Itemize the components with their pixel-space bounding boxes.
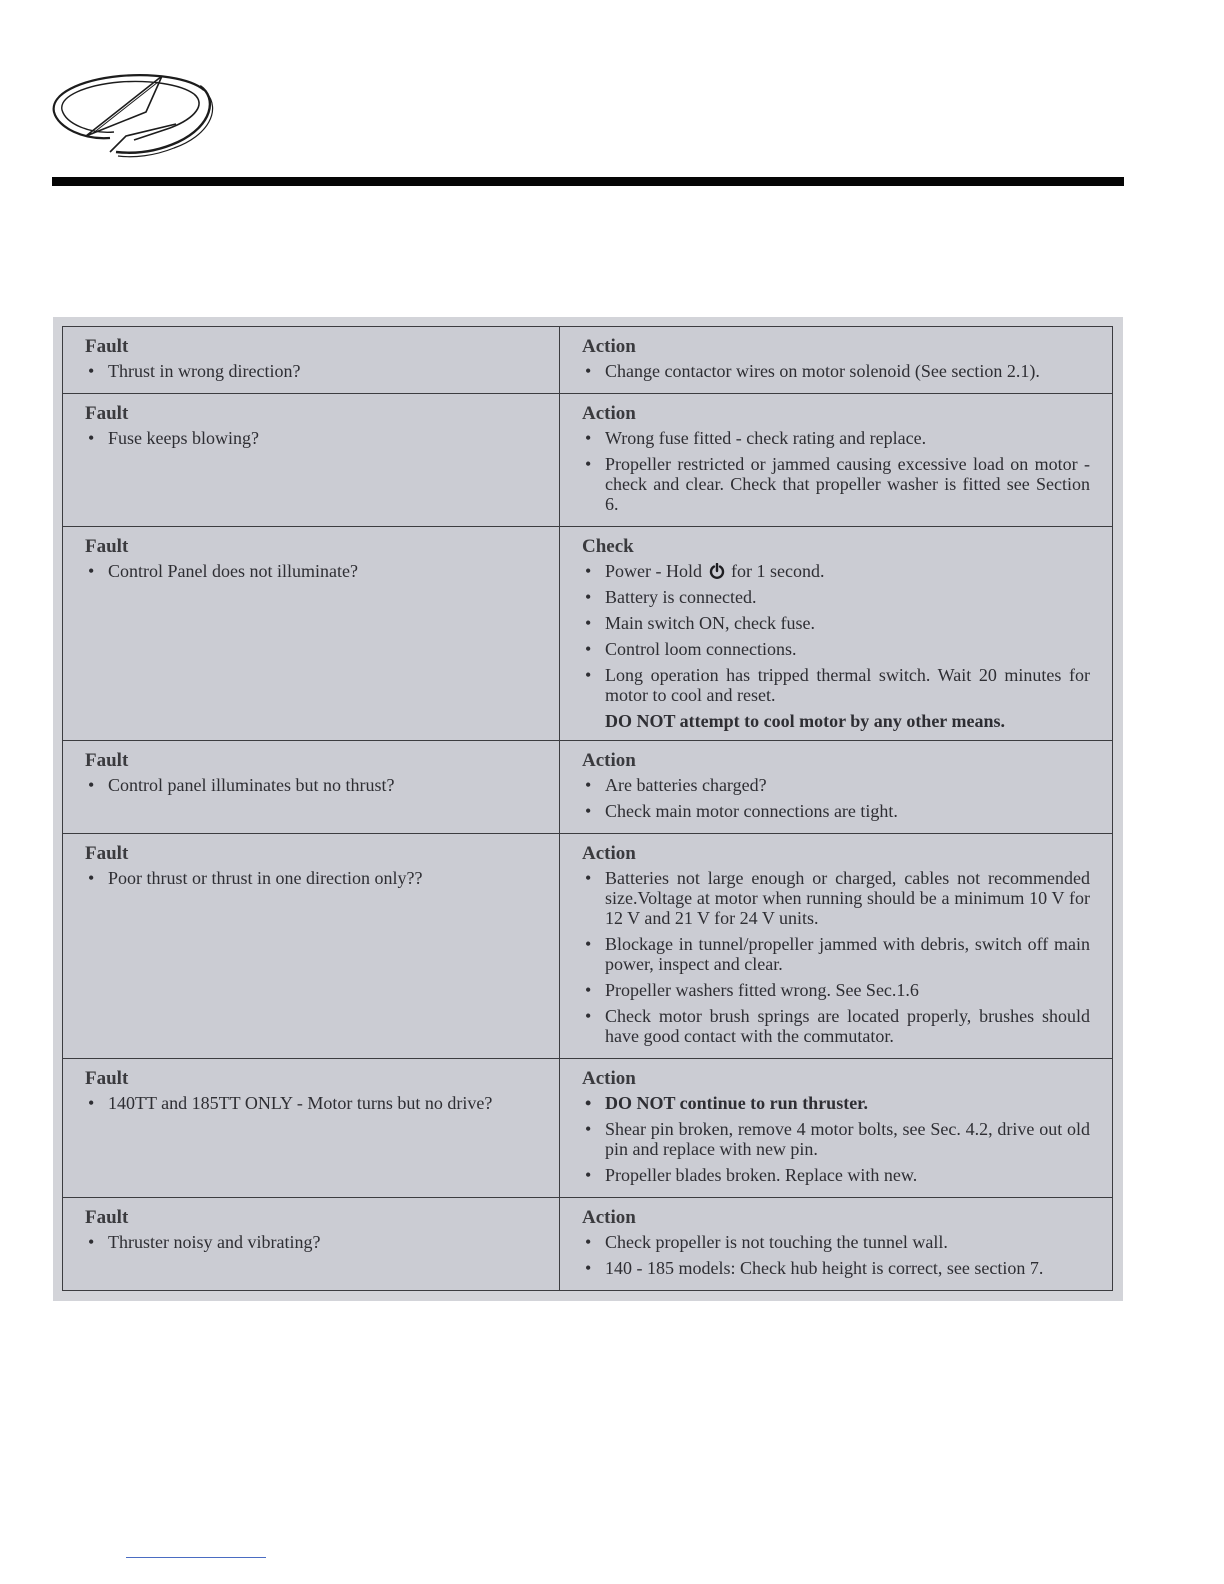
check-list: [582, 561, 1090, 705]
list-item: • Propeller washers fitted wrong. See Sec.1.6: [582, 980, 1090, 1000]
fault-heading: Fault: [85, 403, 129, 424]
list-item: • Shear pin broken, remove 4 motor bolts, see Sec. 4.2, drive out old pin and replace with new pin.: [582, 1119, 1090, 1159]
action-heading: Action: [582, 1207, 636, 1228]
warning-note: DO NOT attempt to cool motor by any other means.: [605, 711, 1005, 731]
list-item: • Are batteries charged?: [582, 775, 1090, 795]
action-list: [582, 361, 1090, 381]
list-item: • 140TT and 185TT ONLY - Motor turns but no drive?: [85, 1093, 537, 1113]
list-item: • 140 - 185 models: Check hub height is correct, see section 7.: [582, 1258, 1090, 1278]
fault-list: [85, 561, 537, 581]
action-cell: [560, 1198, 1113, 1291]
fault-cell: [63, 527, 560, 741]
list-item: • Battery is connected.: [582, 587, 1090, 607]
brand-logo: [50, 66, 216, 162]
action-cell: [560, 327, 1113, 394]
header-rule: [52, 177, 1124, 186]
action-heading: Action: [582, 403, 636, 424]
action-heading: Action: [582, 336, 636, 357]
action-list: [582, 1093, 1090, 1185]
table-row: [63, 394, 1113, 527]
list-item: • Propeller restricted or jammed causing excessive load on motor - check and clear. Check that propeller washer is fitted see Section 6.: [582, 454, 1090, 514]
fault-list: [85, 1232, 537, 1252]
list-item: • Check main motor connections are tight.: [582, 801, 1090, 821]
table-row: [63, 1198, 1113, 1291]
fault-cell: [63, 741, 560, 834]
fault-list: [85, 868, 537, 888]
list-item: [582, 561, 1090, 581]
action-cell: [560, 741, 1113, 834]
list-item: • Change contactor wires on motor solenoid (See section 2.1).: [582, 361, 1090, 381]
list-item: • Control loom connections.: [582, 639, 1090, 659]
fault-cell: [63, 394, 560, 527]
fault-heading: Fault: [85, 750, 129, 771]
fault-cell: [63, 327, 560, 394]
power-item-text-end: for 1 second.: [731, 561, 825, 581]
check-heading: Check: [582, 536, 634, 557]
troubleshooting-panel: [53, 317, 1123, 1301]
list-item: • Wrong fuse fitted - check rating and replace.: [582, 428, 1090, 448]
action-cell: [560, 394, 1113, 527]
action-list: [582, 775, 1090, 821]
list-item: • Main switch ON, check fuse.: [582, 613, 1090, 633]
action-cell: [560, 527, 1113, 741]
fault-list: [85, 775, 537, 795]
fault-heading: Fault: [85, 536, 129, 557]
fault-heading: Fault: [85, 843, 129, 864]
brand-swoosh-logo-icon: [54, 75, 213, 157]
list-item: • Propeller blades broken. Replace with new.: [582, 1165, 1090, 1185]
list-item: • Control Panel does not illuminate?: [85, 561, 537, 581]
list-item: • Blockage in tunnel/propeller jammed with debris, switch off main power, inspect and clear.: [582, 934, 1090, 974]
table-row: [63, 527, 1113, 741]
action-list: [582, 428, 1090, 514]
list-item: • Check propeller is not touching the tunnel wall.: [582, 1232, 1090, 1252]
fault-list: [85, 428, 537, 448]
list-item: • Control panel illuminates but no thrust?: [85, 775, 537, 795]
fault-cell: [63, 1059, 560, 1198]
fault-heading: Fault: [85, 1068, 129, 1089]
table-row: [63, 1059, 1113, 1198]
list-item: • Long operation has tripped thermal switch. Wait 20 minutes for motor to cool and reset.: [582, 665, 1090, 705]
list-item: • Thruster noisy and vibrating?: [85, 1232, 537, 1252]
action-heading: Action: [582, 843, 636, 864]
list-item: • Thrust in wrong direction?: [85, 361, 537, 381]
list-item: • Check motor brush springs are located properly, brushes should have good contact with the commutator.: [582, 1006, 1090, 1046]
table-row: [63, 327, 1113, 394]
list-item: • DO NOT continue to run thruster.: [582, 1093, 1090, 1113]
fault-list: [85, 1093, 537, 1113]
fault-cell: [63, 1198, 560, 1291]
list-item: • Poor thrust or thrust in one direction only??: [85, 868, 537, 888]
power-icon: [709, 563, 725, 579]
table-row: [63, 741, 1113, 834]
fault-cell: [63, 834, 560, 1059]
table-row: [63, 834, 1113, 1059]
action-cell: [560, 1059, 1113, 1198]
footer-link-underline[interactable]: [126, 1557, 266, 1558]
action-heading: Action: [582, 1068, 636, 1089]
fault-heading: Fault: [85, 336, 129, 357]
action-list: [582, 868, 1090, 1046]
action-cell: [560, 834, 1113, 1059]
action-heading: Action: [582, 750, 636, 771]
list-item: • Fuse keeps blowing?: [85, 428, 537, 448]
troubleshooting-table: [62, 326, 1113, 1291]
list-item: • Batteries not large enough or charged, cables not recommended size.Voltage at motor when running should be a minimum 10 V for 12 V and 21 V for 24 V units.: [582, 868, 1090, 928]
power-item-text: Power - Hold: [605, 561, 702, 581]
fault-heading: Fault: [85, 1207, 129, 1228]
action-list: [582, 1232, 1090, 1278]
fault-list: [85, 361, 537, 381]
